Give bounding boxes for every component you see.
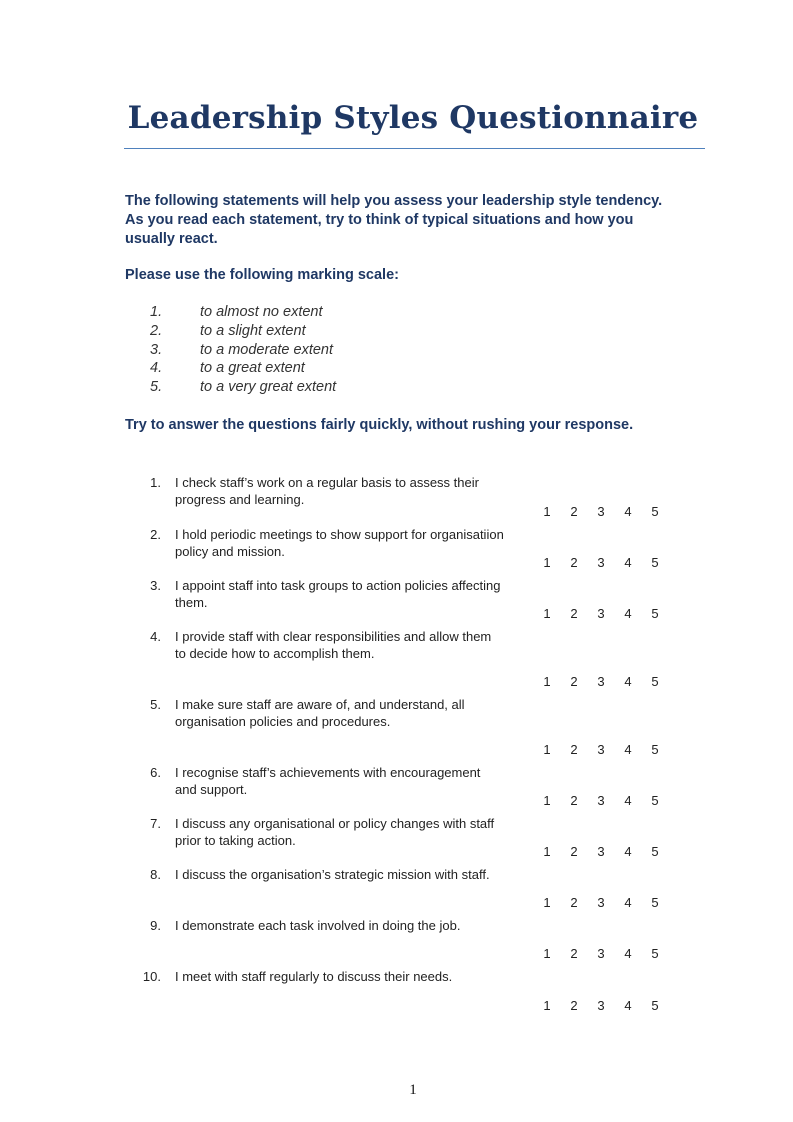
question-number: 3. (150, 578, 161, 593)
scale-item-number: 3. (150, 341, 163, 358)
question-text: I discuss any organisational or policy changes with staff prior to taking action. (175, 816, 495, 848)
rating-option-4[interactable]: 4 (624, 606, 632, 621)
rating-scale (541, 605, 671, 622)
scale-item-label: to almost no extent (200, 304, 323, 320)
rating-option-4[interactable]: 4 (624, 895, 632, 910)
rating-scale (541, 945, 671, 962)
rating-option-4[interactable]: 4 (624, 504, 632, 519)
rating-option-1[interactable]: 1 (543, 742, 551, 757)
rating-option-3[interactable]: 3 (597, 606, 605, 621)
rating-option-1[interactable]: 1 (543, 606, 551, 621)
rating-option-1[interactable]: 1 (543, 844, 551, 859)
rating-option-2[interactable]: 2 (570, 793, 578, 808)
intro-line: The following statements will help you assess your leadership style tendency. (125, 193, 663, 209)
intro-line: usually react. (125, 231, 218, 247)
rating-option-5[interactable]: 5 (651, 793, 659, 808)
rating-scale (541, 792, 671, 809)
question-number: 6. (150, 765, 161, 780)
rating-option-4[interactable]: 4 (624, 946, 632, 961)
rating-option-2[interactable]: 2 (570, 946, 578, 961)
page-number: 1 (409, 1082, 417, 1098)
rating-option-5[interactable]: 5 (651, 555, 659, 570)
question-number: 9. (150, 918, 161, 933)
scale-item-number: 5. (150, 379, 163, 396)
scale-item-label: to a great extent (200, 360, 305, 377)
question-text: I appoint staff into task groups to action policies affecting them. (175, 578, 501, 610)
scale-item-number: 2. (150, 322, 163, 339)
rating-option-4[interactable]: 4 (624, 674, 632, 689)
scale-item-label: to a slight extent (200, 322, 306, 339)
rating-option-2[interactable]: 2 (570, 555, 578, 570)
intro-paragraph (125, 192, 715, 249)
rating-option-2[interactable]: 2 (570, 674, 578, 689)
question-number: 8. (150, 867, 161, 882)
rating-option-5[interactable]: 5 (651, 844, 659, 859)
rating-option-1[interactable]: 1 (543, 674, 551, 689)
rating-option-5[interactable]: 5 (651, 742, 659, 757)
rating-option-2[interactable]: 2 (570, 742, 578, 757)
rating-option-3[interactable]: 3 (597, 674, 605, 689)
rating-option-3[interactable]: 3 (597, 742, 605, 757)
rating-option-5[interactable]: 5 (651, 946, 659, 961)
rating-option-3[interactable]: 3 (597, 844, 605, 859)
intro-line: As you read each statement, try to think of typical situations and how you (125, 212, 634, 228)
rating-option-1[interactable]: 1 (543, 793, 551, 808)
rating-scale (541, 997, 671, 1014)
rating-scale (541, 673, 671, 690)
question-text: I make sure staff are aware of, and understand, all organisation policies and procedures. (175, 697, 465, 729)
rating-option-3[interactable]: 3 (597, 504, 605, 519)
rating-option-3[interactable]: 3 (597, 946, 605, 961)
question-number: 10. (142, 969, 161, 984)
question-number: 4. (150, 629, 161, 644)
rating-option-4[interactable]: 4 (624, 793, 632, 808)
question-number: 2. (150, 527, 161, 542)
rating-option-1[interactable]: 1 (543, 555, 551, 570)
question-text: I check staff’s work on a regular basis to assess their progress and learning. (175, 475, 479, 507)
rating-option-4[interactable]: 4 (624, 555, 632, 570)
rating-option-3[interactable]: 3 (597, 793, 605, 808)
rating-option-3[interactable]: 3 (597, 555, 605, 570)
scale-item-number: 4. (150, 360, 163, 377)
rating-option-1[interactable]: 1 (543, 998, 551, 1013)
rating-scale (541, 894, 671, 911)
rating-option-1[interactable]: 1 (543, 504, 551, 519)
instruction-text: Try to answer the questions fairly quickly, without rushing your response. (125, 417, 634, 433)
rating-option-5[interactable]: 5 (651, 504, 659, 519)
rating-option-5[interactable]: 5 (651, 895, 659, 910)
question-text: I recognise staff’s achievements with encouragement and support. (175, 765, 481, 797)
rating-scale (541, 741, 671, 758)
rating-option-1[interactable]: 1 (543, 895, 551, 910)
question-text: I meet with staff regularly to discuss their needs. (175, 969, 453, 984)
scale-heading: Please use the following marking scale: (125, 267, 399, 283)
question-text: I discuss the organisation’s strategic mission with staff. (175, 867, 490, 882)
rating-scale (541, 554, 671, 571)
rating-option-2[interactable]: 2 (570, 895, 578, 910)
question-text: I demonstrate each task involved in doing the job. (175, 918, 461, 933)
rating-scale (541, 503, 671, 520)
rating-scale (541, 843, 671, 860)
scale-item-label: to a very great extent (200, 379, 337, 396)
scale-item-label: to a moderate extent (200, 341, 333, 358)
rating-option-2[interactable]: 2 (570, 844, 578, 859)
rating-option-3[interactable]: 3 (597, 998, 605, 1013)
rating-option-4[interactable]: 4 (624, 742, 632, 757)
rating-option-2[interactable]: 2 (570, 998, 578, 1013)
page-title: Leadership Styles Questionnaire (127, 100, 699, 136)
rating-option-2[interactable]: 2 (570, 504, 578, 519)
rating-option-1[interactable]: 1 (543, 946, 551, 961)
rating-option-4[interactable]: 4 (624, 998, 632, 1013)
question-number: 7. (150, 816, 161, 831)
rating-option-5[interactable]: 5 (651, 998, 659, 1013)
title-divider (124, 148, 705, 149)
question-number: 1. (150, 475, 161, 490)
rating-option-5[interactable]: 5 (651, 606, 659, 621)
scale-item-number: 1. (150, 304, 163, 320)
rating-option-3[interactable]: 3 (597, 895, 605, 910)
question-text: I provide staff with clear responsibilities and allow them to decide how to accomplish them. (175, 629, 492, 661)
question-text: I hold periodic meetings to show support for organisatiion policy and mission. (175, 527, 504, 559)
rating-option-4[interactable]: 4 (624, 844, 632, 859)
question-number: 5. (150, 697, 161, 712)
rating-option-5[interactable]: 5 (651, 674, 659, 689)
rating-option-2[interactable]: 2 (570, 606, 578, 621)
